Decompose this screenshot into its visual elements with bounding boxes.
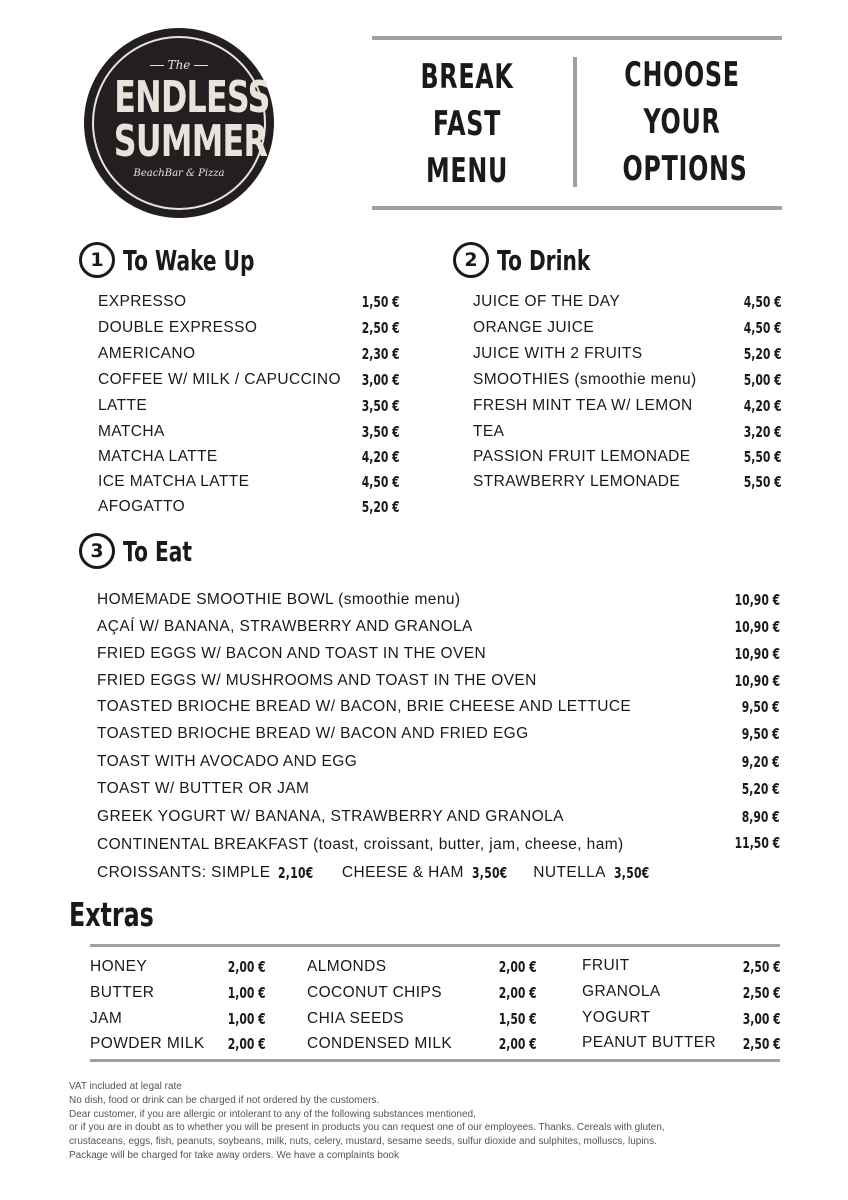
- menu-item-name: STRAWBERRY LEMONADE: [473, 473, 681, 490]
- extra-item-name: PEANUT BUTTER: [582, 1034, 717, 1051]
- footer-line: Dear customer, if you are allergic or intolerant to any of the following substances mentioned,: [69, 1108, 476, 1120]
- section-number-1: 1: [79, 242, 115, 278]
- footer-line: or if you are in doubt as to whether you will be present in products you can request one of our employees. Thanks. Cereals with gluten,: [69, 1122, 665, 1134]
- menu-item-name: LATTE: [98, 397, 148, 414]
- menu-item-name: AFOGATTO: [98, 498, 186, 515]
- menu-item-price: 4,50 €: [744, 293, 782, 311]
- croissants-label: CROISSANTS: SIMPLE: [97, 864, 271, 881]
- extra-item-price: 2,50 €: [743, 1035, 781, 1053]
- menu-item-price: 10,90 €: [734, 591, 780, 609]
- section-eat-title: 3 To Eat: [79, 533, 219, 569]
- section-wake-up-title: 1 To Wake Up: [79, 242, 306, 278]
- menu-item-price: 2,50 €: [362, 319, 400, 337]
- menu-item-price: 5,20 €: [744, 345, 782, 363]
- extra-item-price: 2,00 €: [499, 958, 537, 976]
- extras-title: Extras: [69, 895, 154, 934]
- croissants-cheese-label: CHEESE & HAM: [341, 864, 464, 881]
- croissants-simple-price: 2,10€: [278, 864, 315, 882]
- menu-item-name: DOUBLE EXPRESSO: [98, 319, 258, 336]
- menu-item-price: 9,20 €: [742, 753, 780, 771]
- section-number-2: 2: [453, 242, 489, 278]
- menu-item-price: 10,90 €: [734, 672, 780, 690]
- menu-item-price: 9,50 €: [742, 698, 780, 716]
- extra-item-price: 2,00 €: [499, 1035, 537, 1053]
- menu-item-name: AMERICANO: [98, 345, 196, 362]
- menu-item-price: 11,50 €: [734, 834, 780, 852]
- menu-item-name: PASSION FRUIT LEMONADE: [473, 448, 691, 465]
- menu-item-price: 3,00 €: [362, 371, 400, 389]
- croissants-line: [97, 862, 655, 884]
- extra-item-name: COCONUT CHIPS: [307, 984, 442, 1001]
- menu-item-name: CONTINENTAL BREAKFAST (toast, croissant, butter, jam, cheese, ham): [97, 836, 624, 853]
- menu-item-price: 1,50 €: [362, 293, 400, 311]
- extras-bottom-rule: [90, 1059, 780, 1062]
- extra-item-price: 1,00 €: [228, 1010, 266, 1028]
- menu-item-name: TOASTED BRIOCHE BREAD W/ BACON, BRIE CHEESE AND LETTUCE: [97, 698, 632, 715]
- extra-item-name: CHIA SEEDS: [307, 1010, 405, 1027]
- menu-item-price: 10,90 €: [734, 618, 780, 636]
- footer-notes: [69, 1080, 789, 1163]
- extra-item-name: BUTTER: [90, 984, 155, 1001]
- extra-item-price: 1,50 €: [499, 1010, 537, 1028]
- menu-item-name: TOASTED BRIOCHE BREAD W/ BACON AND FRIED EGG: [97, 725, 529, 742]
- extra-item-price: 2,00 €: [499, 984, 537, 1002]
- header-divider: [573, 57, 577, 187]
- extra-item-name: YOGURT: [582, 1009, 651, 1026]
- menu-item-price: 2,30 €: [362, 345, 400, 363]
- menu-item-name: TOAST WITH AVOCADO AND EGG: [97, 753, 358, 770]
- menu-item-price: 4,50 €: [744, 319, 782, 337]
- footer-line: No dish, food or drink can be charged if not ordered by the customers.: [69, 1094, 380, 1106]
- menu-item-name: FRIED EGGS W/ MUSHROOMS AND TOAST IN THE OVEN: [97, 672, 537, 689]
- menu-item-price: 5,50 €: [744, 448, 782, 466]
- extra-item-price: 2,00 €: [228, 958, 266, 976]
- menu-item-name: COFFEE W/ MILK / CAPUCCINO: [98, 371, 341, 388]
- menu-item-price: 3,20 €: [744, 423, 782, 441]
- section-number-3: 3: [79, 533, 115, 569]
- menu-item-price: 9,50 €: [742, 725, 780, 743]
- extra-item-price: 3,00 €: [743, 1010, 781, 1028]
- menu-item-price: 10,90 €: [734, 645, 780, 663]
- menu-item-name: HOMEMADE SMOOTHIE BOWL (smoothie menu): [97, 591, 461, 608]
- croissants-cheese-price: 3,50€: [471, 864, 508, 882]
- menu-item-price: 8,90 €: [742, 808, 780, 826]
- extra-item-price: 2,50 €: [743, 958, 781, 976]
- menu-item-price: 5,20 €: [362, 498, 400, 516]
- menu-item-name: SMOOTHIES (smoothie menu): [473, 371, 697, 388]
- section-drink-title: 2 To Drink: [453, 242, 627, 278]
- menu-item-price: 4,20 €: [362, 448, 400, 466]
- croissants-nutella-price: 3,50€: [613, 864, 650, 882]
- extras-top-rule: [90, 944, 780, 947]
- menu-item-price: 3,50 €: [362, 423, 400, 441]
- logo-sub: BeachBar & Pizza: [133, 168, 225, 179]
- extra-item-name: POWDER MILK: [90, 1035, 205, 1052]
- footer-line: Package will be charged for take away orders. We have a complaints book: [69, 1149, 399, 1161]
- footer-line: VAT included at legal rate: [69, 1081, 182, 1092]
- extra-item-price: 1,00 €: [228, 984, 266, 1002]
- menu-item-name: EXPRESSO: [98, 293, 187, 310]
- logo-the: The: [84, 58, 274, 72]
- menu-item-name: JUICE OF THE DAY: [473, 293, 621, 310]
- logo-line1: ENDLESS: [114, 72, 270, 123]
- extra-item-name: HONEY: [90, 958, 148, 975]
- extra-item-name: JAM: [90, 1010, 123, 1027]
- menu-item-name: MATCHA: [98, 423, 165, 440]
- header-choose-options: CHOOSE YOUR OPTIONS: [622, 55, 748, 189]
- menu-item-price: 4,50 €: [362, 473, 400, 491]
- menu-item-price: 5,20 €: [742, 780, 780, 798]
- menu-item-name: TOAST W/ BUTTER OR JAM: [97, 780, 310, 797]
- menu-item-price: 3,50 €: [362, 397, 400, 415]
- extra-item-name: ALMONDS: [307, 958, 387, 975]
- menu-item-name: TEA: [473, 423, 505, 440]
- extra-item-name: FRUIT: [582, 957, 630, 974]
- extra-item-name: CONDENSED MILK: [307, 1035, 453, 1052]
- extra-item-name: GRANOLA: [582, 983, 661, 1000]
- menu-item-name: FRESH MINT TEA W/ LEMON: [473, 397, 693, 414]
- menu-item-name: JUICE WITH 2 FRUITS: [473, 345, 643, 362]
- extra-item-price: 2,00 €: [228, 1035, 266, 1053]
- header-top-rule: [372, 36, 782, 40]
- footer-line: crustaceans, eggs, fish, peanuts, soybeans, milk, nuts, celery, mustard, sesame seeds, sulfur dioxide and sulphites, molluscs, lupins.: [69, 1136, 657, 1148]
- menu-item-price: 5,50 €: [744, 473, 782, 491]
- menu-item-name: ICE MATCHA LATTE: [98, 473, 250, 490]
- menu-item-price: 4,20 €: [744, 397, 782, 415]
- menu-item-name: ORANGE JUICE: [473, 319, 595, 336]
- logo-line2: SUMMER: [113, 116, 268, 167]
- croissants-nutella-label: NUTELLA: [533, 864, 606, 881]
- logo: [84, 28, 274, 218]
- menu-item-name: MATCHA LATTE: [98, 448, 218, 465]
- menu-item-name: FRIED EGGS W/ BACON AND TOAST IN THE OVEN: [97, 645, 487, 662]
- menu-item-name: GREEK YOGURT W/ BANANA, STRAWBERRY AND GRANOLA: [97, 808, 564, 825]
- header-breakfast-menu: BREAK FAST MENU: [420, 57, 514, 191]
- extra-item-price: 2,50 €: [743, 984, 781, 1002]
- menu-item-price: 5,00 €: [744, 371, 782, 389]
- header-bottom-rule: [372, 206, 782, 210]
- menu-item-name: AÇAÍ W/ BANANA, STRAWBERRY AND GRANOLA: [97, 618, 473, 635]
